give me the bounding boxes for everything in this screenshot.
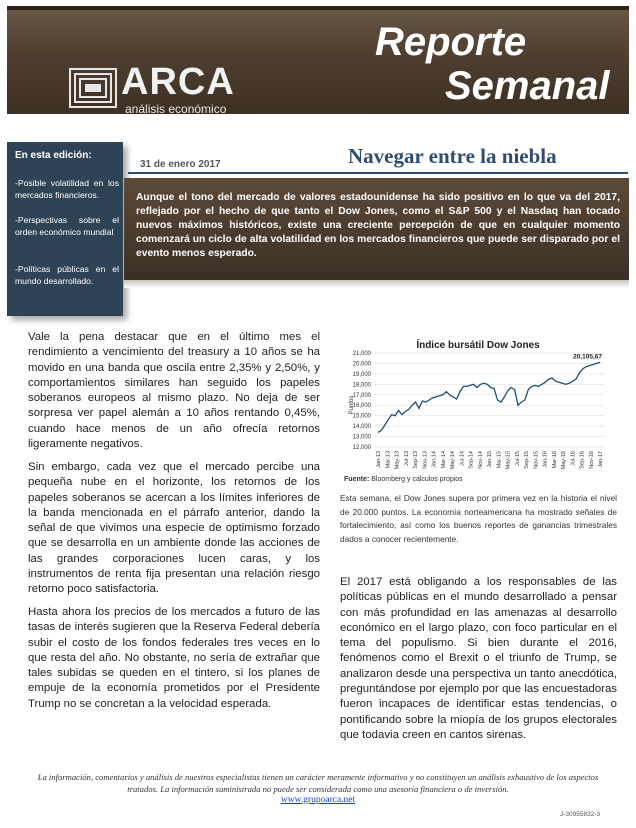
headline: Navegar entre la niebla <box>348 144 557 168</box>
chart-y-axis-label: Puntos <box>349 395 355 415</box>
chart-x-tick-label: Nov-15 <box>533 451 540 469</box>
chart-x-ticks <box>376 451 604 469</box>
chart-y-tick-label: 14,000 <box>352 424 371 431</box>
chart-y-tick-label: 21,000 <box>352 351 371 357</box>
footer-code: J-30955832-3 <box>560 811 601 818</box>
footer-disclaimer: La información, comentarios y análisis de nuestros especialistas tienen un carácter meramente informativo y no constituyen un análisis exhaustivo de los aspectos tratados. La información suministrada no puede ser considerada como una asesoría financiera o de inversión. <box>37 772 599 794</box>
chart-x-tick-label: Mar-13 <box>385 451 392 469</box>
body-paragraph: Hasta ahora los precios de los mercados a futuro de las tasas de interés sugieren que la Reserva Federal debería subir el costo de los fondos federales tres veces en lo que resta del año. No obstante, no sería de extrañar que tales subidas se queden en el tintero, si los planes de empuje de la economía prometidos por el Presidente Trump no se concretan a la velocidad esperada. <box>28 606 320 710</box>
sidebar-item: -Políticas públicas en el mundo desarrollado. <box>15 264 119 286</box>
footer-website-link[interactable]: www.grupoarca.net <box>280 795 356 805</box>
chart-y-tick-label: 12,000 <box>352 445 371 451</box>
chart-x-tick-label: Nov-16 <box>588 451 595 469</box>
body-paragraph-small: Esta semana, el Dow Jones supera por primera vez en la historia el nivel de 20.000 puntos. La economía norteamericana ha mostrado señales de fortalecimiento, así como los buenos reportes de ganancias trimestrales dados a conocer recientemente. <box>340 493 617 544</box>
chart-x-tick-label: Jul-13 <box>403 451 410 466</box>
chart-x-tick-label: Mar-15 <box>496 451 503 469</box>
chart-source <box>344 476 463 483</box>
chart-gridlines <box>374 353 604 447</box>
chart-x-tick-label: Mar-14 <box>440 451 447 469</box>
report-title-line2: Semanal <box>445 64 610 108</box>
chart-y-tick-label: 20,000 <box>352 361 371 368</box>
chart-x-tick-label: Sep-16 <box>579 451 586 469</box>
chart-x-tick-label: Nov-13 <box>422 451 429 469</box>
intro-text: Aunque el tono del mercado de valores estadounidense ha sido positivo en lo que va del 2017, reflejado por el hecho de que tanto el Dow Jones, como el S&P 500 y el Nasdaq han tocado nuevos máximos históricos, existe una creciente percepción de que en cualquier momento comenzará un ciclo de alta volatilidad en los mercados financieros que puede ser disparado por el evento menos esperado. <box>136 192 620 259</box>
chart-source-text: Bloomberg y cálculos propios <box>369 476 463 483</box>
logo-wordmark: ARCA <box>121 61 235 103</box>
chart-x-tick-label: Nov-14 <box>477 451 484 469</box>
chart-x-tick-label: Jul-14 <box>459 451 466 466</box>
chart-x-tick-label: Jan-14 <box>431 451 438 468</box>
header-stripe <box>7 6 629 10</box>
body-paragraph: El 2017 está obligando a los responsables de las políticas públicas en el mundo desarrollado a pensar con más profundidad en las amenazas al desarrollo económico en el largo plazo, con foco particular en el tema del populismo. Si bien durante el 2016, fenómenos como el Brexit o el triunfo de Trump, se analizaron desde una perspectiva un tanto anecdótica, preguntándose por ejemplo por que las encuestadoras fueron incapaces de identificar estas tendencias, o pontificando sobre la miopía de los grupos electorales que todavia creen en cantos sirenas. <box>340 576 617 741</box>
chart-y-tick-label: 13,000 <box>352 434 371 441</box>
intro-band <box>124 178 629 280</box>
dow-jones-chart <box>340 330 616 490</box>
chart-x-tick-label: Sep-15 <box>524 451 530 469</box>
headline-divider <box>128 172 628 174</box>
body-paragraph: Sin embargo, cada vez que el mercado percibe una pequeña nube en el horizonte, los retornos de los papeles soberanos se acercan a los límites inferiores de la banda mencionada en el párrafo anterior, dando la señal de que vivimos una especie de optimismo forzado que se desarrolla en un ambiente donde las acciones de las grandes corporaciones lucen caras, y los instrumentos de renta fija presentan una relación riesgo retorno poco satisfactoria. <box>28 461 320 596</box>
chart-x-tick-label: Jul-16 <box>570 451 577 466</box>
chart-x-tick-label: Jan-17 <box>598 451 604 468</box>
chart-y-tick-label: 19,000 <box>352 371 371 378</box>
chart-title: Índice bursátil Dow Jones <box>416 340 540 351</box>
chart-x-tick-label: May-16 <box>561 451 567 470</box>
chart-annotation: 20,105,67 <box>573 353 602 361</box>
arca-logo-icon <box>69 68 117 108</box>
chart-x-tick-label: Jul-15 <box>514 451 521 466</box>
sidebar-title: En esta edición: <box>15 150 92 161</box>
logo-subtitle: análisis económico <box>125 102 227 114</box>
issue-date: 31 de enero 2017 <box>140 159 221 170</box>
sidebar-item: -Perspectivas sobre el orden económico mundial <box>15 215 119 237</box>
report-header <box>7 6 629 114</box>
body-paragraph: Vale la pena destacar que en el último mes el rendimiento a vencimiento del treasury a 10 años se ha movido en una banda que oscila entre 2,35% y 2,50%, y comportamientos similares han seguido los papeles soberanos europeos al mismo plazo. No deja de ser sorpresa ver papel alemán a 10 años rentando 0,45%, cuando hace menos de un año ofrecía retornos ligeramente negativos. <box>28 331 320 451</box>
chart-x-tick-label: Jan-15 <box>487 451 493 468</box>
chart-x-tick-label: Mar-16 <box>551 451 558 469</box>
chart-x-tick-label: Jan-16 <box>542 451 549 468</box>
chart-y-tick-label: 18,000 <box>352 382 371 389</box>
chart-source-label: Fuente: <box>344 476 370 483</box>
chart-y-tick-label: 17,000 <box>352 392 371 399</box>
chart-x-tick-label: Jan-13 <box>376 451 382 468</box>
chart-x-tick-label: Sep-13 <box>413 451 419 469</box>
edition-sidebar <box>7 142 123 316</box>
chart-x-tick-label: Sep-14 <box>468 451 475 469</box>
chart-y-tick-label: 15,000 <box>352 413 371 420</box>
dow-jones-series-line <box>378 362 600 432</box>
chart-x-tick-label: May-15 <box>505 451 512 470</box>
chart-x-tick-label: May-14 <box>450 451 456 470</box>
chart-y-ticks <box>353 351 372 451</box>
intro-band-shadow <box>124 280 629 288</box>
sidebar-item: -Posible volatilidad en los mercados financieros. <box>15 178 119 200</box>
chart-y-tick-label: 16,000 <box>352 403 371 410</box>
chart-x-tick-label: May-13 <box>394 451 401 470</box>
report-title-line1: Reporte <box>375 20 527 64</box>
